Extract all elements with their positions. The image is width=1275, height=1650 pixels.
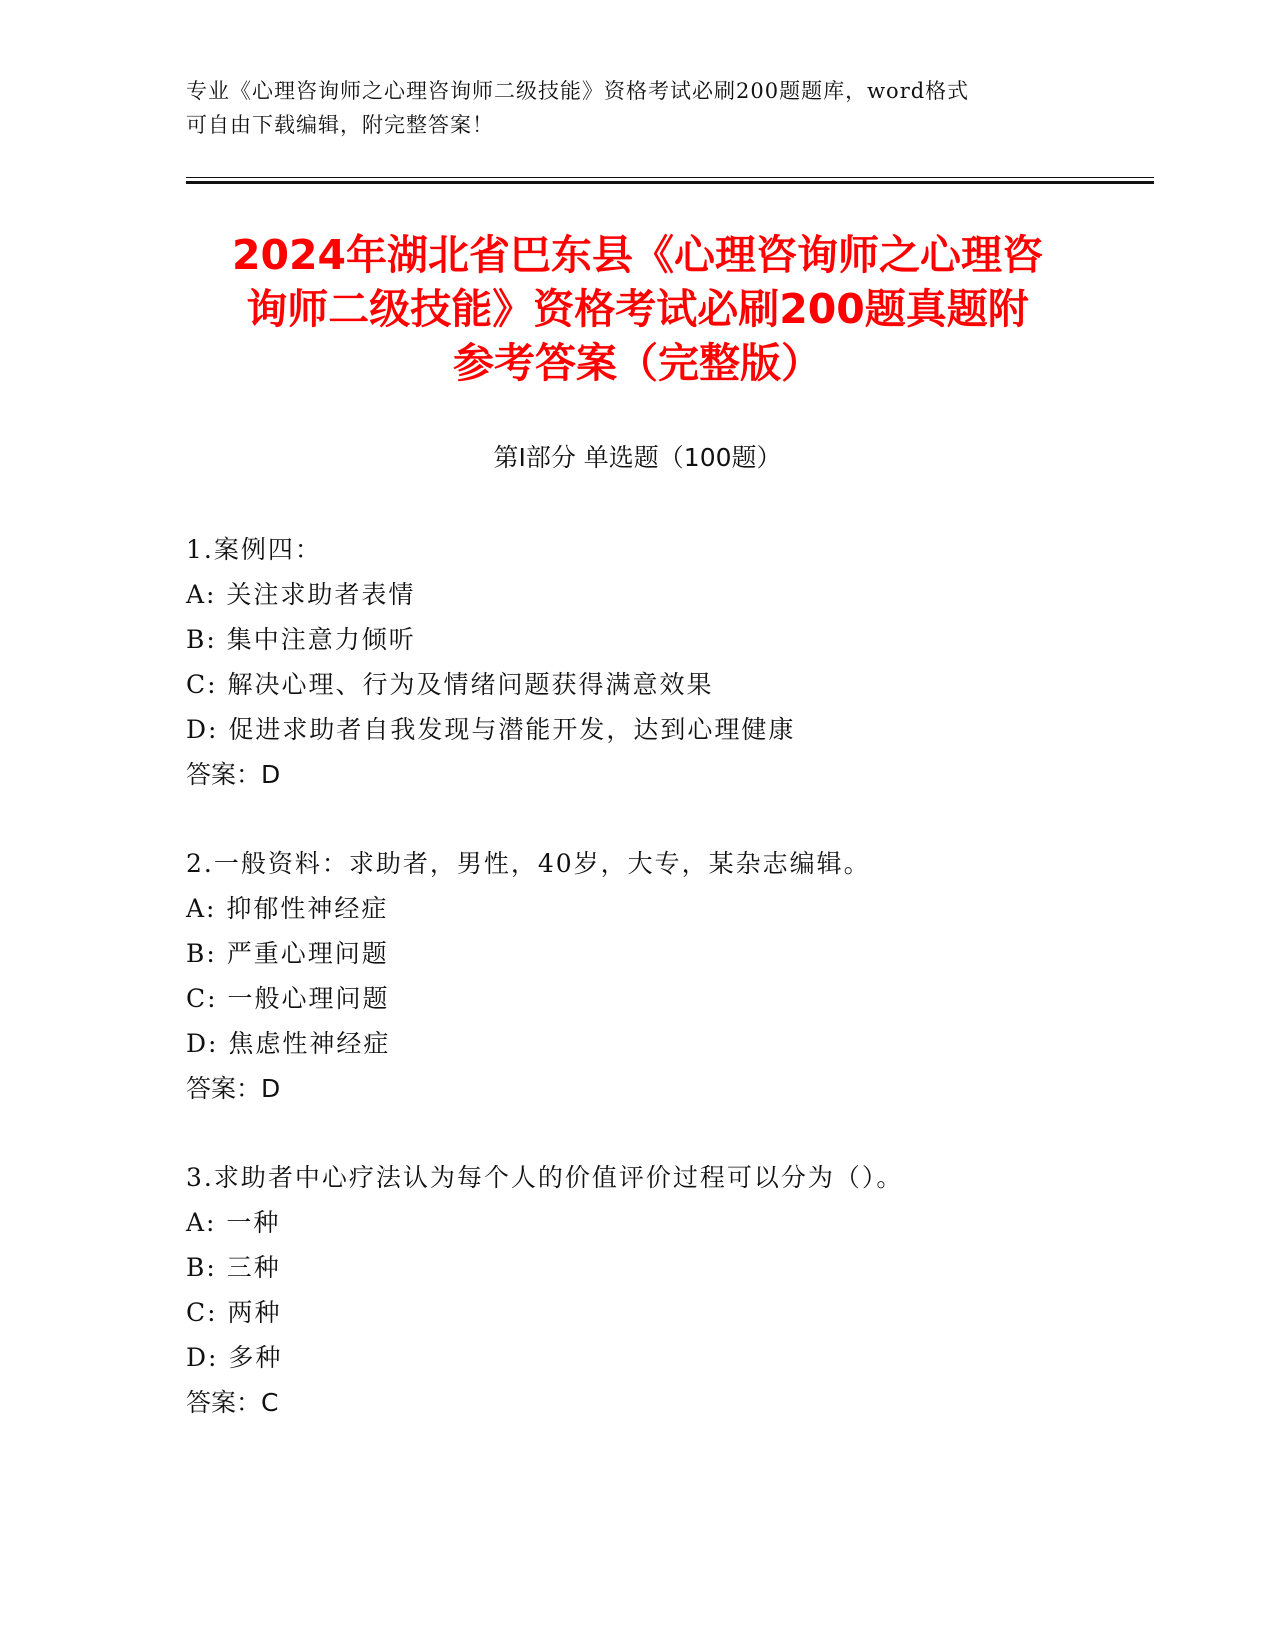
section-heading: 第Ⅰ部分 单选题（100题） xyxy=(493,443,782,472)
answer: 答案：D xyxy=(186,760,281,789)
question-stem: 3.求助者中心疗法认为每个人的价值评价过程可以分为（）。 xyxy=(186,1163,904,1192)
option-c: C: 两种 xyxy=(186,1298,282,1327)
option-c: C: 解决心理、行为及情绪问题获得满意效果 xyxy=(186,670,714,699)
answer: 答案：C xyxy=(186,1388,279,1417)
header-note xyxy=(186,74,1066,142)
title-line-3: 参考答案（完整版） xyxy=(453,339,822,387)
divider-thick xyxy=(186,181,1154,184)
option-b: B: 集中注意力倾听 xyxy=(186,625,416,654)
option-a: A: 一种 xyxy=(186,1208,281,1237)
title-line-2: 询师二级技能》资格考试必刷200题真题附 xyxy=(246,285,1029,333)
option-a: A: 关注求助者表情 xyxy=(186,580,416,609)
option-b: B: 严重心理问题 xyxy=(186,939,389,968)
title-line-1: 2024年湖北省巴东县《心理咨询师之心理咨 xyxy=(231,231,1044,279)
divider-thin xyxy=(186,177,1154,178)
option-c: C: 一般心理问题 xyxy=(186,984,390,1013)
document-title xyxy=(160,228,1115,390)
question-stem: 2.一般资料：求助者，男性，40岁，大专，某杂志编辑。 xyxy=(186,849,871,878)
option-d: D: 促进求助者自我发现与潜能开发，达到心理健康 xyxy=(186,715,796,744)
question-stem: 1.案例四： xyxy=(186,535,322,564)
header-note-line-1: 专业《心理咨询师之心理咨询师二级技能》资格考试必刷200题题库，word格式 xyxy=(186,79,970,103)
question-3 xyxy=(186,1155,1186,1425)
option-b: B: 三种 xyxy=(186,1253,281,1282)
header-note-line-2: 可自由下载编辑，附完整答案！ xyxy=(186,113,494,137)
option-a: A: 抑郁性神经症 xyxy=(186,894,389,923)
question-list xyxy=(186,527,1186,1469)
option-d: D: 多种 xyxy=(186,1343,283,1372)
question-1 xyxy=(186,527,1186,797)
option-d: D: 焦虑性神经症 xyxy=(186,1029,391,1058)
question-2 xyxy=(186,841,1186,1111)
answer: 答案：D xyxy=(186,1074,281,1103)
